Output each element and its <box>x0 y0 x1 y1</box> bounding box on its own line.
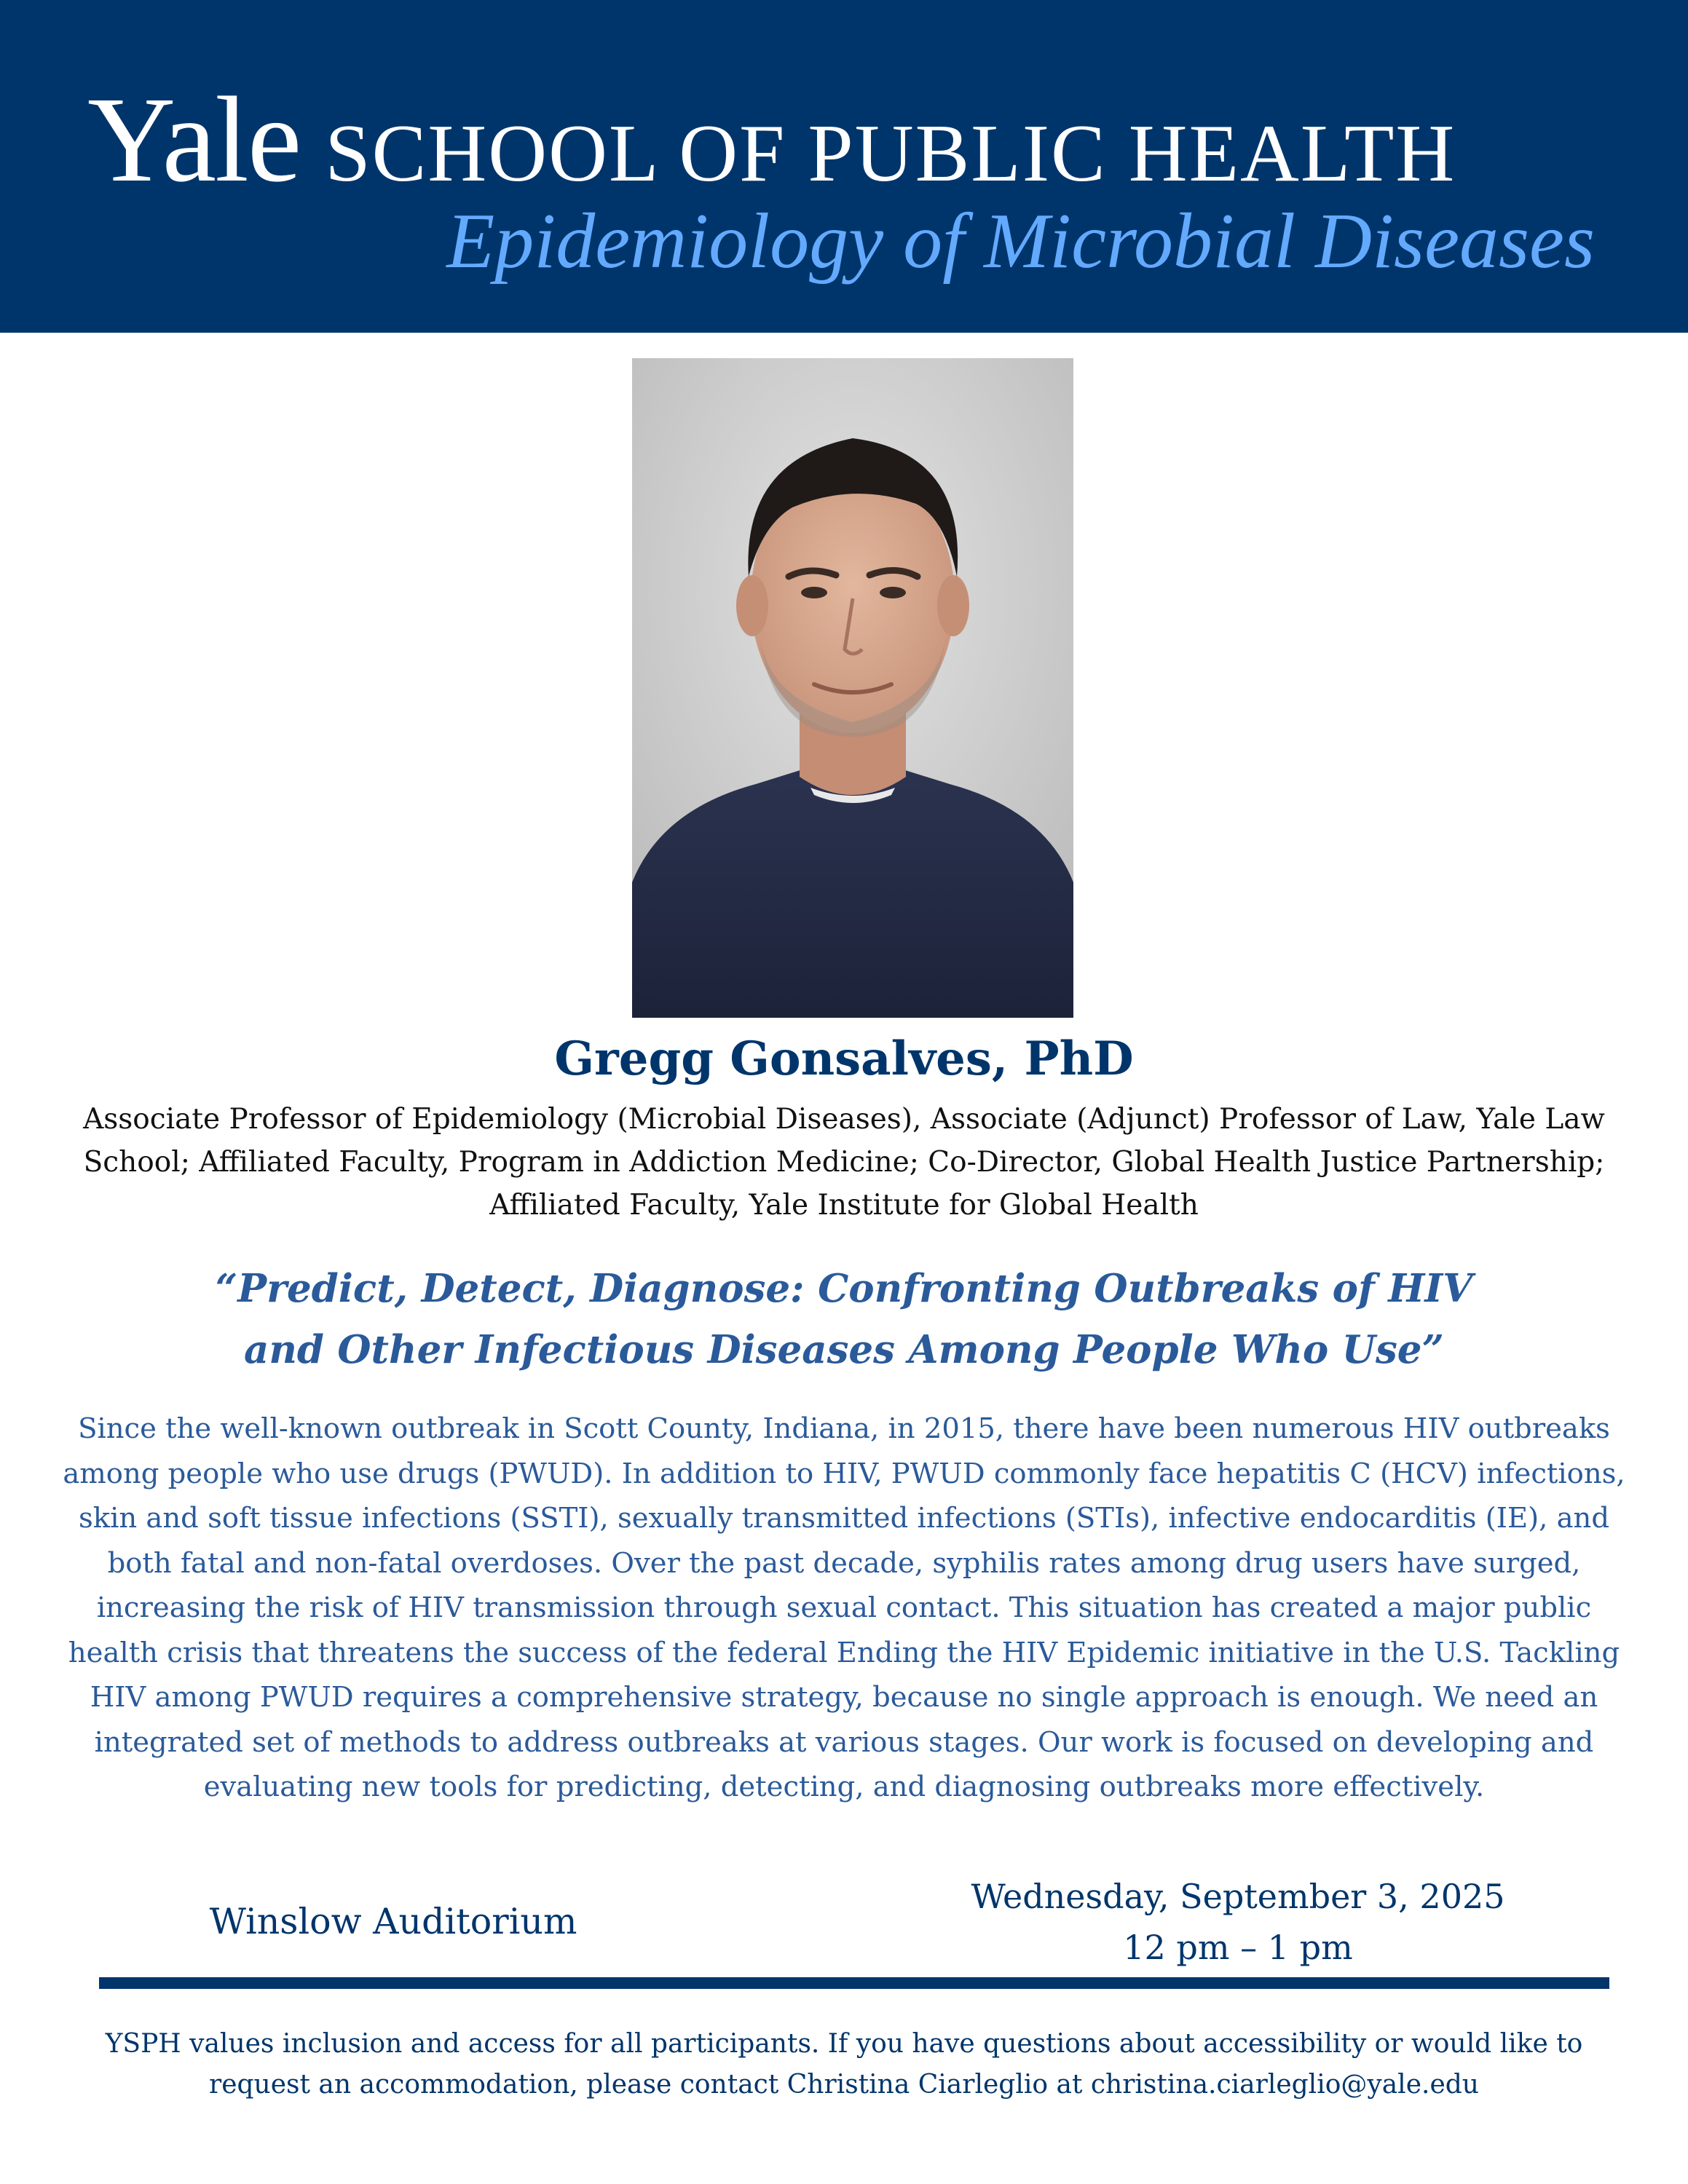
event-datetime <box>947 1871 1529 1973</box>
talk-title <box>131 1258 1557 1380</box>
school-wordmark <box>87 72 1602 207</box>
department-name: Epidemiology of Microbial Diseases <box>446 198 1595 285</box>
event-time: 12 pm – 1 pm <box>1123 1928 1353 1967</box>
talk-abstract: Since the well-known outbreak in Scott County, Indiana, in 2015, there have been numerous HIV outbreaks among people who use drugs (PWUD). In addition to HIV, PWUD commonly face hepatitis C (HCV) infections, skin and soft tissue infections (SSTI), sexually transmitted infections (STIs), infective endocarditis (IE), and both fatal and non-fatal overdoses. Over the past decade, syphilis rates among drug users have surged, increasing the risk of HIV transmission through sexual contact. This situation has created a major public health crisis that threatens the success of the federal Ending the HIV Epidemic initiative in the U.S. Tackling HIV among PWUD requires a comprehensive strategy, because no single approach is enough. We need an integrated set of methods to address outbreaks at various stages. Our work is focused on developing and evaluating new tools for predicting, detecting, and diagnosing outbreaks more effectively. <box>63 1412 1625 1803</box>
divider-rule <box>99 1977 1609 1989</box>
brand-yale: Yale <box>87 72 301 207</box>
event-venue: Winslow Auditorium <box>209 1901 577 1942</box>
speaker-photo <box>632 358 1073 1018</box>
speaker-titles: Associate Professor of Epidemiology (Microbial Diseases), Associate (Adjunct) Professor of Law, Yale Law School; Affiliated Faculty, Program in Addiction Medicine; Co-Director, Global Health Justice Partnership; Affiliated Faculty, Yale Institute for Global Health <box>83 1103 1605 1222</box>
header-banner <box>0 0 1688 333</box>
accessibility-note: YSPH values inclusion and access for all participants. If you have questions about accessibility or would like to request an accommodation, please contact Christina Ciarleglio at christina.ciarleglio@yale.edu <box>105 2029 1583 2100</box>
brand-school: SCHOOL OF PUBLIC HEALTH <box>325 108 1456 199</box>
talk-title-line-2: and Other Infectious Diseases Among People Who Use” <box>244 1327 1444 1372</box>
event-date: Wednesday, September 3, 2025 <box>971 1877 1505 1916</box>
talk-title-line-1: “Predict, Detect, Diagnose: Confronting Outbreaks of HIV <box>215 1266 1473 1311</box>
speaker-name: Gregg Gonsalves, PhD <box>554 1032 1134 1086</box>
